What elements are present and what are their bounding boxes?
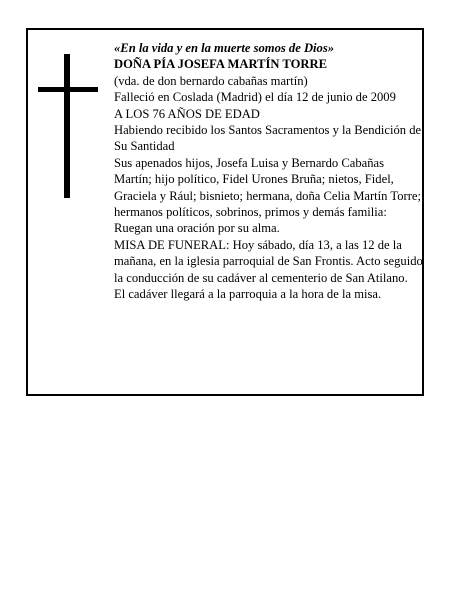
age-at-death: A LOS 76 AÑOS DE EDAD [114,106,260,121]
prayer-request: Ruegan una oración por su alma. [114,221,280,236]
sacraments-paragraph: Habiendo recibido los Santos Sacramentos y la Bendición de Su Santidad [114,123,422,154]
cross-horizontal-bar [38,87,98,92]
widow-of: (vda. de don bernardo cabañas martín) [114,73,308,88]
motto: «En la vida y en la muerte somos de Dios» [114,41,335,55]
body-arrival: El cadáver llegará a la parroquia a la hora de la misa. [114,287,382,302]
funeral-details: MISA DE FUNERAL: Hoy sábado, día 13, a las 12 de la mañana, en la iglesia parroquial de San Frontis. Acto seguido la conducción de su cadáver al cementerio de San Atilano. [114,237,423,285]
cross-vertical-bar [64,54,70,198]
mourners-paragraph: Sus apenados hijos, Josefa Luisa y Bernardo Cabañas Martín; hijo político, Fidel Urones Bruña; nietos, Fidel, Graciela y Rául; bisnieto; hermana, doña Celia Martín Torre; hermanos políticos, sobrinos, primos y demás familia: [114,155,421,220]
deceased-name: DOÑA PÍA JOSEFA MARTÍN TORRE [114,57,327,72]
cross-icon [38,54,98,198]
obituary-text [114,40,424,303]
death-details: Falleció en Coslada (Madrid) el día 12 de junio de 2009 [114,90,396,105]
